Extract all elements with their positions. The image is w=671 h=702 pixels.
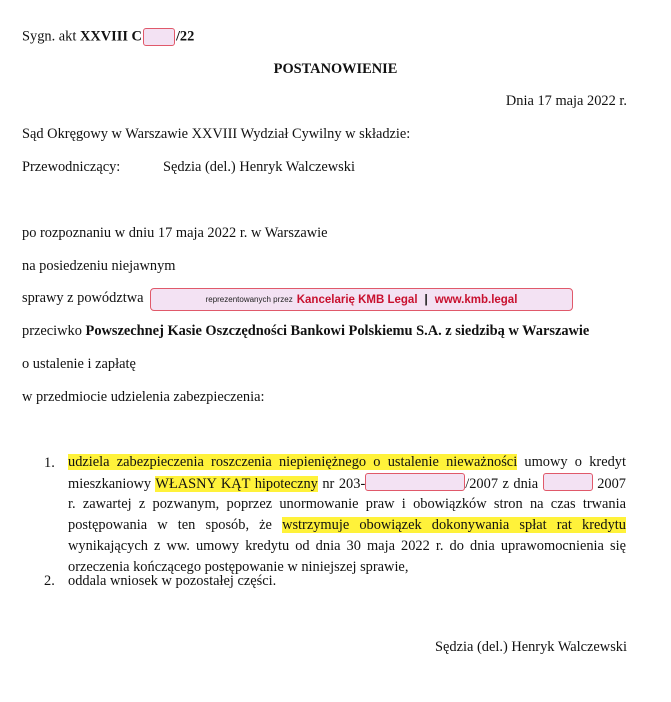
court-composition: Sąd Okręgowy w Warszawie XXVIII Wydział Cywilny w składzie: [22, 126, 411, 142]
claim-prefix: sprawy z powództwa [22, 290, 144, 306]
highlight-suspension: wstrzymuje obowiązek dokonywania spłat rat kredytu [282, 517, 626, 533]
redacted-case-number [143, 28, 175, 46]
ruling-item-1 [68, 452, 626, 578]
defendant-line: przeciwko Powszechnej Kasie Oszczędności Bankowi Polskiemu S.A. z siedzibą w Warszawie [22, 323, 590, 339]
case-number-bold: XXVIII C [79, 28, 142, 45]
item-1-line-3: r. zawartej z pozwanym, poprzez unormowanie praw i obowiązków stron na czas trwania [68, 496, 626, 512]
consideration-line: po rozpoznaniu w dniu 17 maja 2022 r. w Warszawie [22, 225, 328, 241]
redacted-plaintiff-box [150, 288, 573, 311]
item-1-line-4: postępowania w ten sposób, że wstrzymuje obowiązek dokonywania spłat rat kredytu [68, 517, 626, 533]
case-number-year: /22 [175, 28, 195, 45]
ruling-item-2: oddala wniosek w pozostałej części. [68, 573, 277, 589]
highlight-nullity: udziela zabezpieczenia roszczenia niepieniężnego o ustalenie nieważności [68, 454, 518, 470]
item-1-line-6: orzeczenia kończącego postępowanie w niniejszej sprawie, [68, 559, 409, 575]
item-1-line-2: mieszkaniowy WŁASNY KĄT hipoteczny nr 203- /2007 z dnia 2007 [68, 473, 626, 494]
item-1-line-5: wynikających z ww. umowy kredytu od dnia 30 maja 2022 r. do dnia uprawomocnienia się [68, 538, 626, 554]
presiding-judge: Sędzia (del.) Henryk Walczewski [163, 159, 355, 175]
law-firm-url: www.kmb.legal [434, 293, 518, 306]
session-line: na posiedzeniu niejawnym [22, 258, 176, 274]
defendant-name: Powszechnej Kasie Oszczędności Bankowi Polskiemu S.A. z siedzibą w Warszawie [85, 323, 590, 339]
presiding-label: Przewodniczący: [22, 159, 121, 175]
document-title: POSTANOWIENIE [273, 61, 398, 77]
judge-signature: Sędzia (del.) Henryk Walczewski [435, 639, 627, 655]
case-number: Sygn. akt XXVIII C /22 [22, 28, 195, 45]
document-date: Dnia 17 maja 2022 r. [505, 93, 627, 109]
law-firm-name: Kancelarię KMB Legal [296, 293, 418, 306]
subject-line: o ustalenie i zapłatę [22, 356, 136, 372]
matter-line: w przedmiocie udzielenia zabezpieczenia: [22, 389, 265, 405]
represented-by-text: reprezentowanych przez [205, 295, 293, 304]
separator: | [424, 293, 428, 306]
list-number-2: 2. [44, 573, 55, 589]
redacted-contract-date [543, 473, 593, 491]
redacted-contract-number [365, 473, 465, 491]
highlight-loan-product: WŁASNY KĄT hipoteczny [155, 476, 318, 492]
list-number-1: 1. [44, 455, 55, 471]
item-1-line-1: udziela zabezpieczenia roszczenia niepieniężnego o ustalenie nieważności umowy o kredyt [68, 454, 626, 470]
